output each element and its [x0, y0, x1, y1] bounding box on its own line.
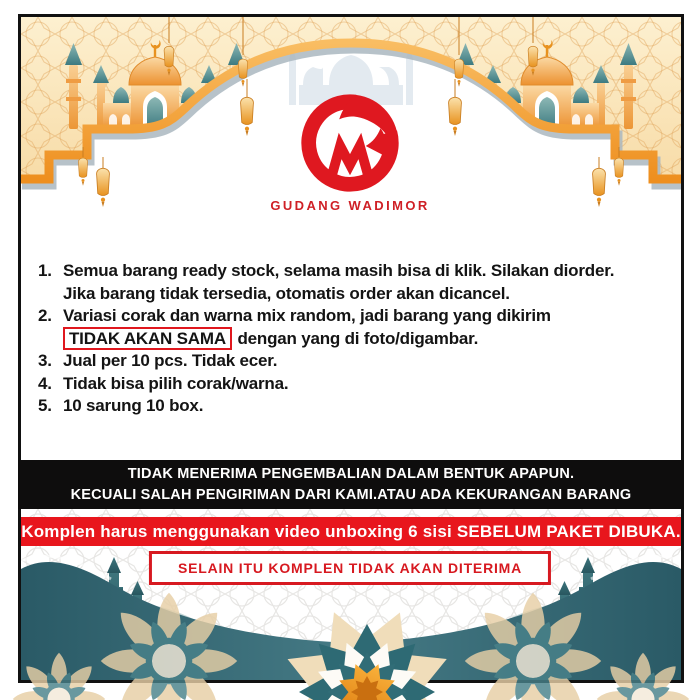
rule-text: Jual per 10 pcs. Tidak ecer.	[63, 351, 278, 370]
rule-text	[63, 328, 670, 351]
brand-name: GUDANG WADIMOR	[270, 198, 430, 213]
rule-item-3	[38, 350, 670, 373]
rule-number: 5.	[38, 396, 52, 415]
rule-text: Jika barang tidak tersedia, otomatis order akan dicancel.	[63, 283, 510, 303]
rule-item-4	[38, 373, 670, 396]
rule-text: Tidak bisa pilih corak/warna.	[63, 373, 289, 393]
complaint-notice-box: SELAIN ITU KOMPLEN TIDAK AKAN DITERIMA	[149, 551, 551, 585]
brand-logo	[0, 84, 700, 213]
rule-number: 4.	[38, 373, 52, 393]
no-return-line1: TIDAK MENERIMA PENGEMBALIAN DALAM BENTUK APAPUN.	[127, 466, 575, 482]
rule-number: 1.	[38, 261, 52, 280]
rule-item-5	[38, 395, 670, 418]
no-return-banner	[18, 460, 684, 509]
rule-text: 10 sarung 10 box.	[63, 396, 204, 415]
rule-number: 2.	[38, 306, 52, 325]
gw-monogram-icon	[291, 84, 409, 202]
rules-list	[38, 260, 670, 418]
highlighted-warning: TIDAK AKAN SAMA	[63, 327, 232, 350]
rule-text-after: dengan yang di foto/digambar.	[232, 328, 479, 348]
no-return-line2: KECUALI SALAH PENGIRIMAN DARI KAMI.ATAU ADA KEKURANGAN BARANG	[70, 487, 632, 503]
rule-item-1	[38, 260, 670, 305]
rule-text: Semua barang ready stock, selama masih bisa di klik. Silakan diorder.	[63, 261, 615, 280]
rule-number: 3.	[38, 351, 52, 370]
unboxing-video-banner: Komplen harus menggunakan video unboxing 6 sisi SEBELUM PAKET DIBUKA.	[21, 517, 681, 546]
rule-text: Variasi corak dan warna mix random, jadi barang yang dikirim	[63, 306, 551, 325]
rule-item-2	[38, 305, 670, 350]
